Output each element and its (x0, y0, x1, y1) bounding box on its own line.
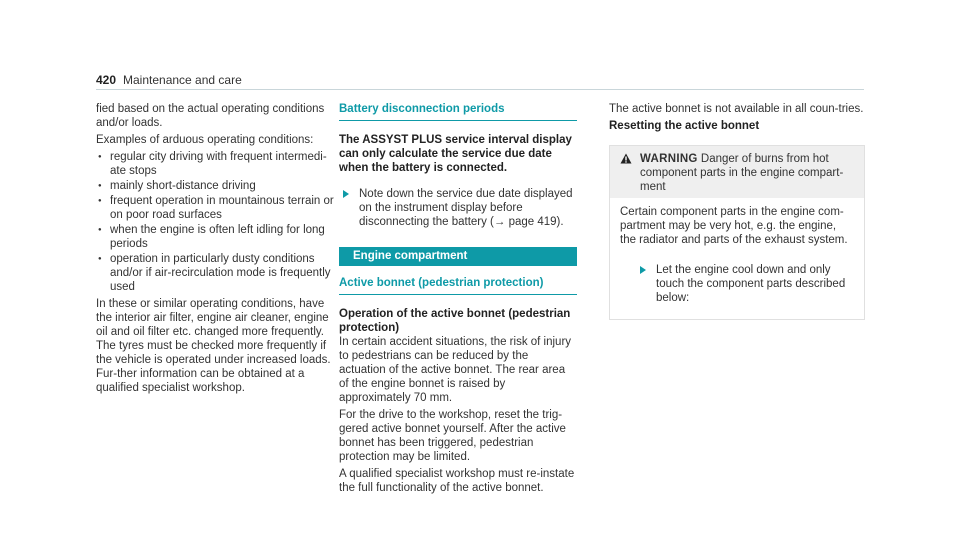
paragraph: In these or similar operating conditions, have the interior air filter, engine air cleaner, engine oil and oil filter etc. changed more frequently. The tyres must be checked more frequently if the vehicle is operated under increased loads. Fur-ther information can be obtained at a qualified specialist workshop. (96, 298, 331, 394)
warning-box (609, 145, 865, 320)
warning-header (610, 146, 864, 198)
paragraph: fied based on the actual operating conditions and/or loads. (96, 103, 325, 129)
section-title: Maintenance and care (123, 73, 242, 87)
warning-title: Danger of burns from hot component parts in the engine compart-ment (640, 153, 844, 193)
arrow-right-icon (640, 266, 646, 274)
note-text: Note down the service due date displayed on the instrument display before disconnecting the battery (→ page 419). (359, 188, 573, 228)
warning-body (610, 198, 864, 319)
arrow-right-icon (343, 190, 349, 198)
column-middle (339, 102, 577, 498)
bonnet-heading: Active bonnet (pedestrian protection) (339, 276, 577, 295)
column-right (609, 102, 865, 320)
note-text: Let the engine cool down and only touch the component parts described below: (656, 264, 846, 304)
bonnet-bold-heading: Operation of the active bonnet (pedestrian protection) (339, 308, 571, 334)
engine-compartment-bar: Engine compartment (339, 247, 577, 266)
warning-note (640, 263, 854, 305)
list-item: ● operation in particularly dusty conditions and/or if air-recirculation mode is frequently used (96, 252, 334, 294)
reset-heading: Resetting the active bonnet (609, 120, 760, 132)
list-item: ● frequent operation in mountainous terrain or on poor road surfaces (96, 194, 334, 222)
list-item: ● regular city driving with frequent intermedi-ate stops (96, 150, 334, 178)
list-item: ● mainly short-distance driving (96, 179, 334, 193)
page-header (96, 70, 864, 90)
paragraph: Certain component parts in the engine com-partment may be very hot, e.g. the engine, the radiator and parts of the exhaust system. (620, 206, 848, 246)
paragraph: For the drive to the workshop, reset the trig-gered active bonnet yourself. After the active bonnet has been triggered, pedestrian protection may be limited. (339, 409, 566, 463)
page-number: 420 (96, 73, 117, 87)
paragraph: The active bonnet is not available in all coun-tries. (609, 103, 864, 115)
paragraph: In certain accident situations, the risk of injury to pedestrians can be reduced by the actuation of the active bonnet. The rear area of the engine bonnet is raised by approximately 70 mm. (339, 336, 572, 404)
paragraph: A qualified specialist workshop must re-instate the full functionality of the active bonnet. (339, 468, 575, 494)
column-left (96, 102, 334, 398)
battery-bold-text: The ASSYST PLUS service interval display can only calculate the service due date when the battery is connected. (339, 134, 572, 174)
warning-triangle-icon (620, 153, 632, 164)
warning-label: WARNING (640, 153, 698, 165)
paragraph: Examples of arduous operating conditions: (96, 134, 314, 146)
list-item: ● when the engine is often left idling for long periods (96, 223, 334, 251)
conditions-list (96, 150, 334, 294)
battery-heading: Battery disconnection periods (339, 102, 577, 121)
battery-note (343, 187, 577, 229)
